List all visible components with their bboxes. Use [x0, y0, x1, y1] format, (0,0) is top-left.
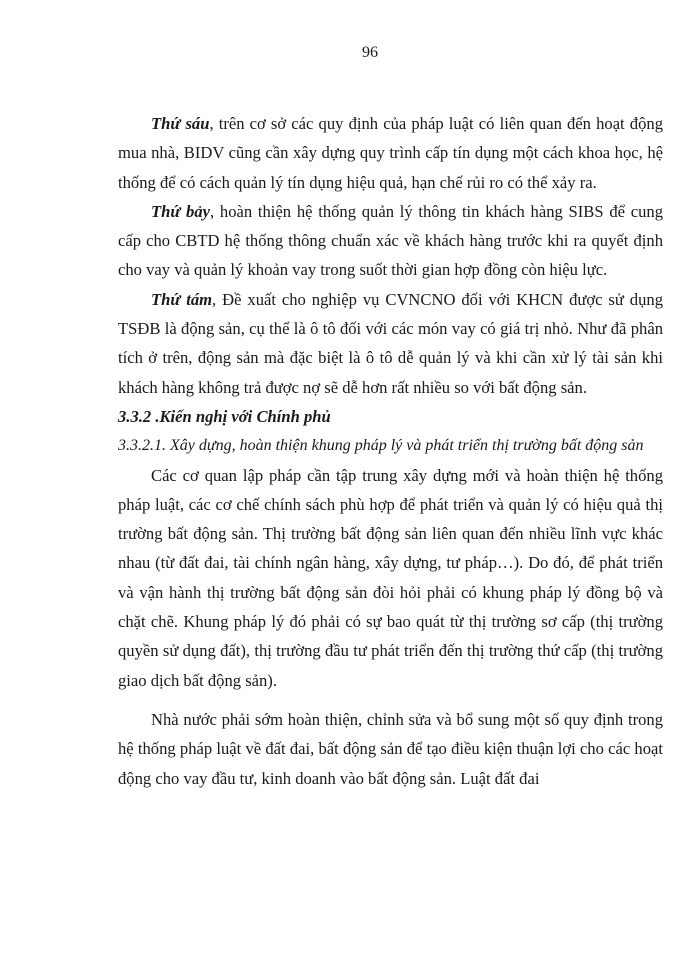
paragraph-text: , trên cơ sở các quy định của pháp luật có liên quan đến hoạt động mua nhà, BIDV cũng cần xây dựng quy trình cấp tín dụng một cách khoa học, hệ thống để có cách quản lý tín dụng hiệu quả, hạn chế rủi ro có thể xảy ra. — [118, 114, 663, 192]
paragraph-thu-bay — [118, 197, 663, 285]
page-body — [118, 109, 663, 793]
paragraph-lead: Thứ tám — [151, 289, 213, 309]
page-number: 96 — [362, 44, 378, 61]
subsection-heading: 3.3.2.1. Xây dựng, hoàn thiện khung pháp lý và phát triển thị trường bất động sản — [118, 437, 644, 455]
paragraph-text: , Đề xuất cho nghiệp vụ CVNCNO đối với KHCN được sử dụng TSĐB là động sản, cụ thể là ô tô đối với các món vay có giá trị nhỏ. Như đã phân tích ở trên, động sản mà đặc biệt là ô tô dễ quản lý và khi cần xử lý tài sản khi khách hàng không trả được nợ sẽ dễ hơn rất nhiều so với bất động sản. — [118, 289, 663, 397]
paragraph-thu-tam — [118, 285, 663, 402]
paragraph-lead: Thứ sáu — [151, 114, 210, 133]
paragraph-legal-framework: Các cơ quan lập pháp cần tập trung xây dựng mới và hoàn thiện hệ thống pháp luật, các cơ chế chính sách phù hợp để phát triển và quản lý có hiệu quả thị trường bất động sản. Thị trường bất động sản liên quan đến nhiều lĩnh vực khác nhau (từ đất đai, tài chính ngân hàng, xây dựng, tư pháp…). Do đó, để phát triển và vận hành thị trường bất động sản đòi hỏi phải có khung pháp lý đồng bộ và chặt chẽ. Khung pháp lý đó phải có sự bao quát từ thị trường sơ cấp (thị trường quyền sử dụng đất), thị trường đầu tư phát triển đến thị trường thứ cấp (thị trường giao dịch bất động sản). — [118, 465, 663, 690]
paragraph-text: , hoàn thiện hệ thống quản lý thông tin khách hàng SIBS để cung cấp cho CBTD hệ thống thông chuẩn xác về khách hàng trước khi ra quyết định cho vay và quản lý khoản vay trong suốt thời gian hợp đồng còn hiệu lực. — [118, 201, 664, 280]
section-heading: 3.3.2 .Kiến nghị với Chính phủ — [118, 406, 331, 426]
paragraph-state-regulation: Nhà nước phải sớm hoàn thiện, chỉnh sửa và bổ sung một số quy định trong hệ thống pháp luật về đất đai, bất động sản để tạo điều kiện thuận lợi cho các hoạt động cho vay đầu tư, kinh doanh vào bất động sản. Luật đất đai — [118, 709, 663, 788]
paragraph-lead: Thứ bảy — [151, 201, 211, 221]
paragraph-thu-sau — [118, 109, 663, 197]
